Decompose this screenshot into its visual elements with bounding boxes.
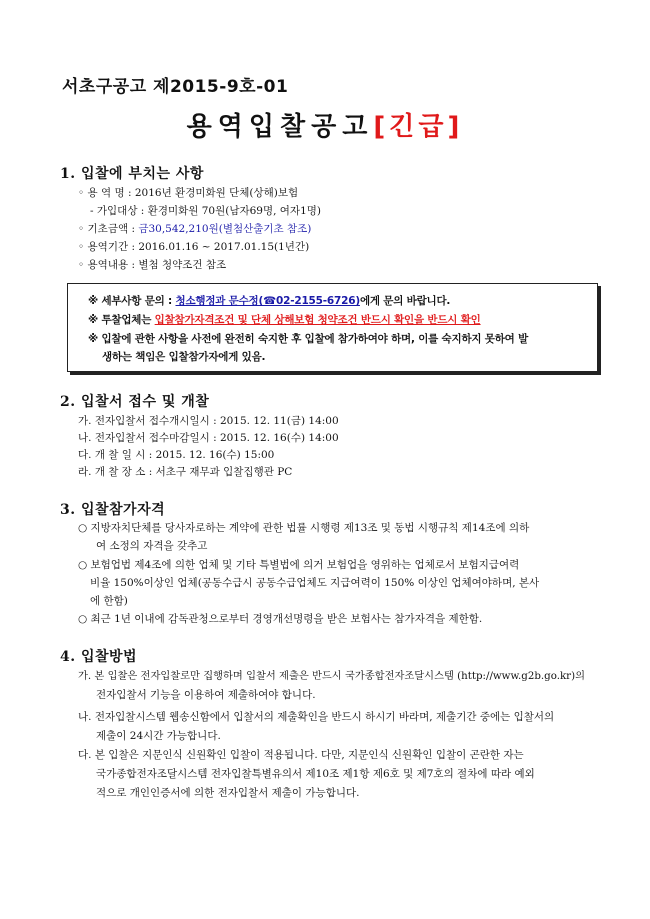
notice-check-red: 입찰참가자격조건 및 단체 상해보험 청약조건 반드시 확인을 반드시 확인 [154, 314, 481, 326]
qualification-line: ○ 보험업법 제4조에 의한 업체 및 기타 특별법에 의거 보험업을 영위하는 업체로서 보험지급여력 [78, 559, 520, 571]
base-amount-line [78, 222, 311, 236]
section4-heading: 4. 입찰방법 [60, 649, 138, 665]
method-line: 적으로 개인인증서에 의한 전자입찰서 제출이 가능합니다. [96, 787, 360, 799]
notice-contact-suffix: 에게 문의 바랍니다. [359, 295, 451, 307]
section3-heading: 3. 입찰참가자격 [60, 502, 166, 518]
method-line: 나. 전자입찰시스템 웹송신함에서 입찰서의 제출확인을 반드시 하시기 바라며, 제출기간 중에는 입찰서의 [78, 711, 555, 723]
section1-heading: 1. 입찰에 부치는 사항 [60, 166, 204, 182]
service-name-line: ◦ 용 역 명 : 2016년 환경미화원 단체(상해)보험 [78, 187, 299, 199]
doc-number: 서초구공고 제2015-9호-01 [62, 77, 289, 97]
qualification-line: ○ 지방자치단체를 당사자로하는 계약에 관한 법률 시행령 제13조 및 동법 시행규칙 제14조에 의하 [78, 522, 530, 534]
notice-contact-line [88, 293, 450, 308]
notice-contact-prefix: ※ 세부사항 문의 : [88, 295, 176, 307]
method-line: 다. 본 입찰은 지문인식 신원확인 입찰이 적용됩니다. 다만, 지문인식 신원확인 입찰이 곤란한 자는 [78, 749, 524, 761]
section2-heading: 2. 입찰서 접수 및 개찰 [60, 394, 210, 410]
method-line: 가. 본 입찰은 전자입찰로만 집행하며 입찰서 제출은 반드시 국가종합전자조달시스템 (http://www.g2b.go.kr)의 [78, 670, 585, 682]
qualification-line: 비율 150%이상인 업체(공동수급시 공동수급업체도 지급여력이 150% 이상인 업체여야하며, 본사 [90, 577, 540, 589]
period-line: ◦ 용역기간 : 2016.01.16 ~ 2017.01.15(1년간) [78, 241, 310, 253]
bid-opening-place-line: 라. 개 찰 장 소 : 서초구 재무과 입찰집행관 PC [78, 466, 293, 478]
bid-open-start-line: 가. 전자입찰서 접수개시일시 : 2015. 12. 11(금) 14:00 [78, 415, 339, 427]
enrollee-line: - 가입대상 : 환경미화원 70원(남자69명, 여자1명) [90, 205, 321, 217]
qualification-line: ○ 최근 1년 이내에 감독관청으로부터 경영개선명령을 받은 보험사는 참가자격을 제한함. [78, 613, 483, 625]
notice-box [67, 283, 598, 372]
content-line: ◦ 용역내용 : 별첨 청약조건 참조 [78, 259, 227, 271]
method-line: 전자입찰서 기능을 이용하여 제출하여야 합니다. [96, 689, 316, 701]
qualification-line: 에 한함) [90, 595, 128, 607]
page-title [0, 106, 650, 143]
notice-liability-line2: 생하는 책임은 입찰참가자에게 있음. [102, 351, 266, 363]
title-main: 용역입찰공고 [186, 112, 374, 142]
bid-close-line: 나. 전자입찰서 접수마감일시 : 2015. 12. 16(수) 14:00 [78, 432, 339, 444]
base-amount-value: 금30,542,210원(별첨산출기초 참조) [138, 223, 312, 235]
title-urgent: [긴급] [373, 112, 464, 142]
qualification-line: 여 소정의 자격을 갖추고 [96, 540, 208, 552]
notice-check-prefix: ※ 투찰업체는 [88, 314, 155, 326]
notice-liability-line1: ※ 입찰에 관한 사항을 사전에 완전히 숙지한 후 입찰에 참가하여야 하며, 이를 숙지하지 못하여 발 [88, 333, 529, 345]
method-line: 국가종합전자조달시스템 전자입찰특별유의서 제10조 제1항 제6호 및 제7호의 절차에 따라 예외 [96, 768, 535, 780]
method-line: 제출이 24시간 가능합니다. [96, 730, 221, 742]
notice-contact-person: 청소행정과 문수정(☎02-2155-6726) [175, 295, 360, 307]
base-amount-label: ◦ 기초금액 : [78, 223, 139, 235]
notice-check-line [88, 312, 481, 327]
bid-opening-time-line: 다. 개 찰 일 시 : 2015. 12. 16(수) 15:00 [78, 449, 275, 461]
